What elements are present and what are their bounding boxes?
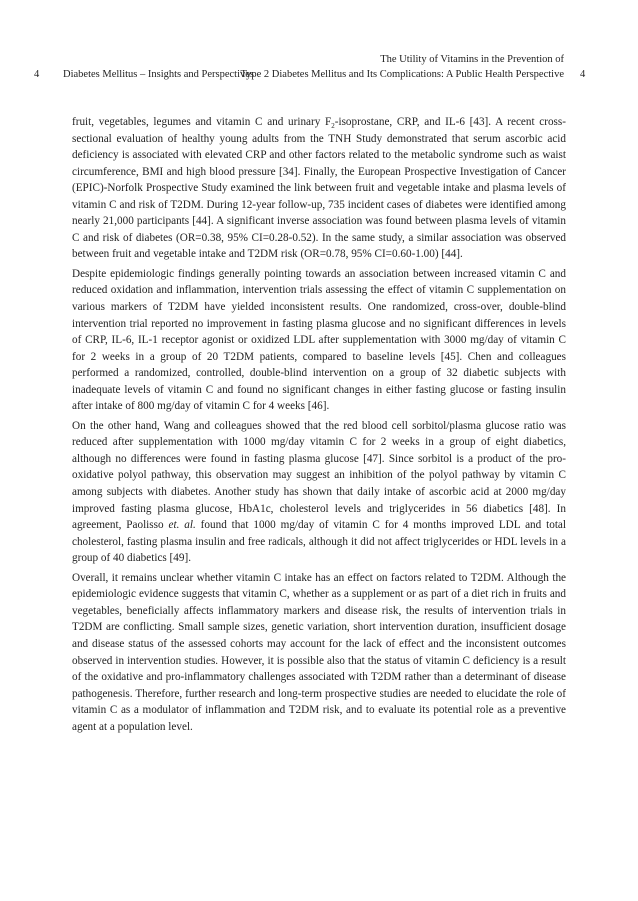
- paragraph-1-part-a: fruit, vegetables, legumes and vitamin C and urinary F: [72, 116, 332, 128]
- paragraph-3: [72, 418, 566, 567]
- et-al: et. al.: [168, 519, 196, 532]
- paragraph-1: [72, 114, 566, 263]
- page-number-right: 4: [580, 69, 586, 80]
- paragraph-1-part-b: -isoprostane, CRP, and IL-6 [43]. A recent cross-sectional evaluation of healthy young adults from the TNH Study demonstrated that serum ascorbic acid deficiency is associated with elevated CRP and other factors related to the metabolic syndrome such as waist circumference, BMI and high blood pressure [34]. Finally, the European Prospective Investigation of Cancer (EPIC)-Norfolk Prospective Study examined the link between fruit and vegetable intake and plasma levels of vitamin C and risk of T2DM. During 12-year follow-up, 735 incident cases of diabetes were identified among nearly 21,000 participants [44]. A significant inverse association was found between plasma levels of vitamin C and risk of diabetes (OR=0.38, 95% CI=0.28-0.52). In the same study, a similar association was observed between fruit and vegetable intake and T2DM risk (OR=0.78, 95% CI=0.60-1.00) [44].: [72, 116, 566, 261]
- running-title-line1: The Utility of Vitamins in the Prevention of: [380, 54, 564, 65]
- body-text: [72, 114, 566, 738]
- paragraph-4: Overall, it remains unclear whether vitamin C intake has an effect on factors related to T2DM. Although the epidemiologic evidence suggests that vitamin C, whether as a supplement or as part of a diet rich in fruits and vegetables, beneficially affects inflammatory markers and disease risk, the results of intervention trials in T2DM are conflicting. Small sample sizes, genetic variation, short intervention duration, insufficient dosage and disease status of the assessed cohorts may account for the lack of effect and the inconsistent outcomes observed in intervention studies. However, it is possible also that the status of vitamin C deficiency is a result of the oxidative and pro-inflammatory challenges associated with T2DM rather than a determinant of disease pathogenesis. Therefore, further research and long-term prospective studies are needed to elucidate the role of vitamin C as a modulator of inflammation and T2DM risk, and to evaluate its potential role as a preventive agent at a population level.: [72, 571, 566, 733]
- paragraph-3-part-b: found that 1000 mg/day of vitamin C for 4 months improved LDL and total cholesterol, fasting plasma insulin and free radicals, although it did not affect triglycerides or HDL levels in a group of 40 diabetics [49].: [72, 519, 567, 565]
- paragraph-3-part-a: On the other hand, Wang and colleagues showed that the red blood cell sorbitol/plasma glucose ratio was reduced after supplementation with 1000 mg/day vitamin C for 2 weeks in a group of eight diabetics, although no differences were found in fasting plasma glucose [47]. Since sorbitol is a product of the pro-oxidative polyol pathway, this observation may suggest an inhibition of the polyol pathway by vitamin C among subjects with diabetes. Another study has shown that daily intake of ascorbic acid at 2000 mg/day improved fasting plasma glucose, HbA1c, cholesterol levels and triglycerides in 56 diabetics [48]. In agreement, Paolisso: [72, 419, 566, 532]
- page-number-left: 4: [34, 69, 40, 80]
- running-title-line2: Type 2 Diabetes Mellitus and Its Complications: A Public Health Perspective: [240, 69, 564, 80]
- book-running-title: Diabetes Mellitus – Insights and Perspectives: [63, 69, 255, 80]
- subscript-2: 2: [331, 122, 335, 131]
- paragraph-2: Despite epidemiologic findings generally pointing towards an association between increased vitamin C and reduced oxidation and inflammation, intervention trials assessing the effect of vitamin C supplementation on various markers of T2DM have yielded inconsistent results. One randomized, cross-over, double-blind intervention trial reported no improvement in fasting plasma glucose and no significant differences in levels of CRP, IL-6, IL-1 receptor agonist or oxidized LDL after supplementation with 3000 mg/day of vitamin C for 2 weeks in a group of 20 T2DM patients, compared to baseline levels [45]. Chen and colleagues performed a randomized, controlled, double-blind intervention on a group of 32 diabetic subjects with inadequate levels of vitamin C and found no significant changes in either fasting glucose or fasting insulin after intake of 800 mg/day of vitamin C for 4 weeks [46].: [72, 267, 566, 413]
